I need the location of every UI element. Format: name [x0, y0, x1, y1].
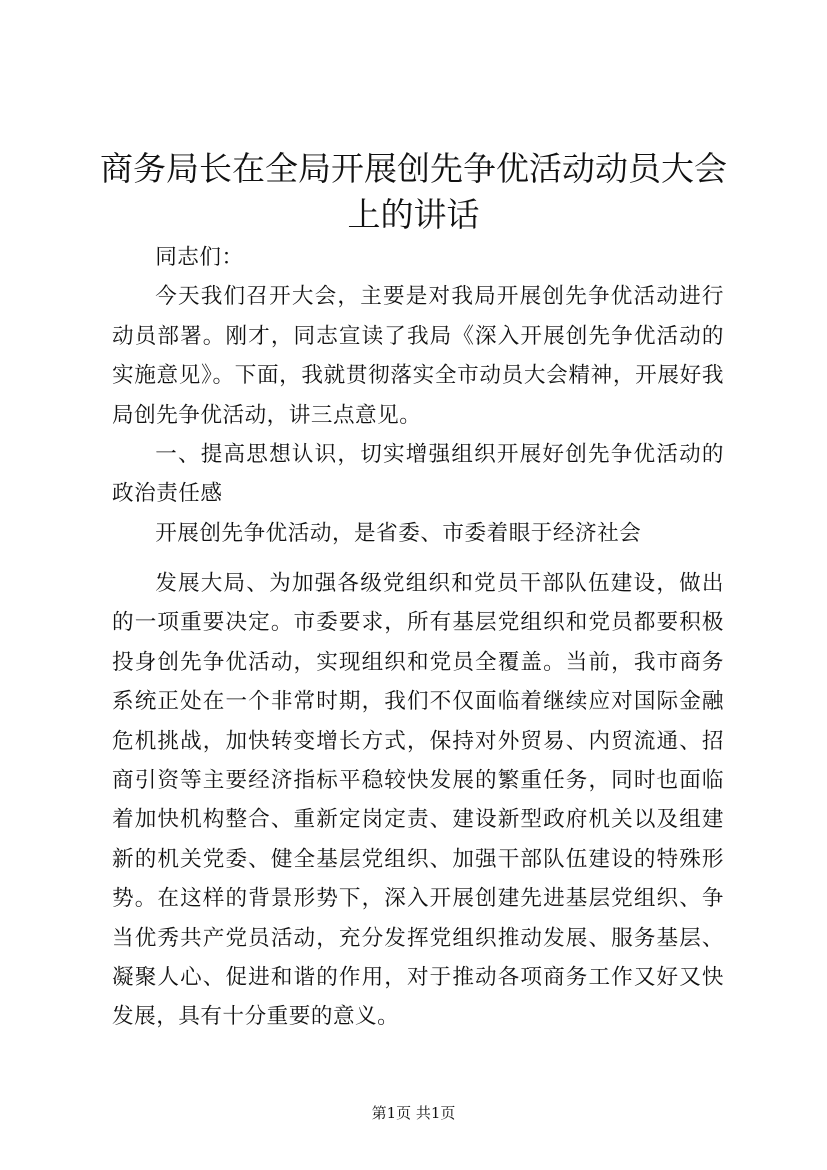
paragraph-section-1-intro: 开展创先争优活动，是省委、市委着眼于经济社会	[155, 520, 642, 546]
paragraph-opening: 今天我们召开大会，主要是对我局开展创先争优活动进行动员部署。刚才，同志宣读了我局《深入开展创先争优活动的实施意见》。下面，我就贯彻落实全市动员大会精神，开展好我局创先争优活动，讲三点意见。	[112, 284, 724, 428]
document-body-continued	[112, 564, 724, 1037]
document-body	[112, 238, 724, 553]
paragraph-salutation: 同志们：	[155, 245, 244, 270]
document-title: 商务局长在全局开展创先争优活动动员大会上的讲话	[100, 149, 727, 234]
section-heading-1: 一、提高思想认识，切实增强组织开展好创先争优活动的政治责任感	[112, 442, 724, 507]
page-number: 第1页 共1页	[371, 1104, 456, 1122]
paragraph-section-1-body: 发展大局、为加强各级党组织和党员干部队伍建设，做出的一项重要决定。市委要求，所有基层党组织和党员都要积极投身创先争优活动，实现组织和党员全覆盖。当前，我市商务系统正处在一个非常时期，我们不仅面临着继续应对国际金融危机挑战，加快转变增长方式，保持对外贸易、内贸流通、招商引资等主要经济指标平稳较快发展的繁重任务，同时也面临着加快机构整合、重新定岗定责、建设新型政府机关以及组建新的机关党委、健全基层党组织、加强干部队伍建设的特殊形势。在这样的背景形势下，深入开展创建先进基层党组织、争当优秀共产党员活动，充分发挥党组织推动发展、服务基层、凝聚人心、促进和谐的作用，对于推动各项商务工作又好又快发展，具有十分重要的意义。	[112, 571, 724, 1030]
